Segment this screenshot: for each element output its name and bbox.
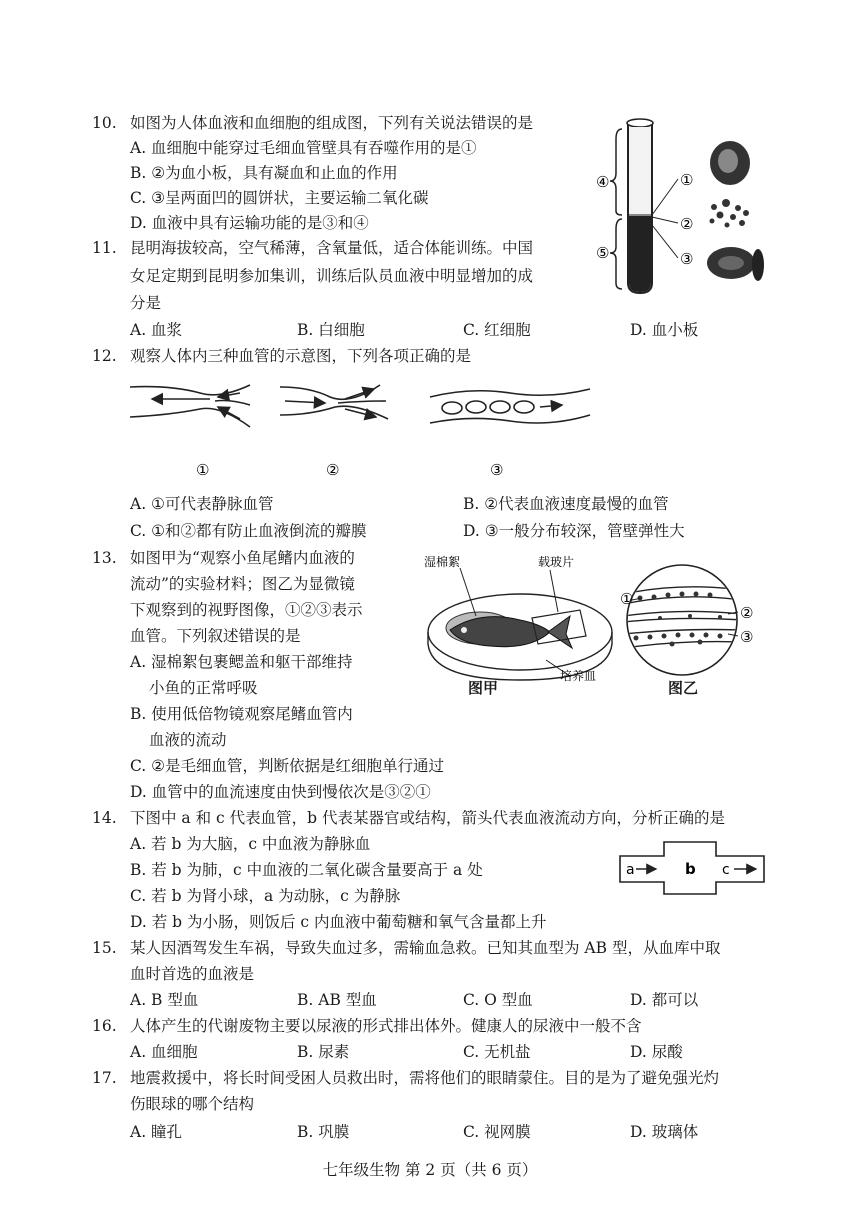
- diagram-label-b: b: [685, 860, 696, 878]
- q14-option-c: C. 若 b 为肾小球，a 为动脉，c 为静脉: [130, 887, 401, 905]
- q16-number: 16.: [92, 1017, 117, 1035]
- q10-option-d: D. 血液中具有运输功能的是③和④: [130, 214, 369, 232]
- diagram-label-a: a: [626, 862, 635, 878]
- q13-option-a-line-2: 小鱼的正常呼吸: [149, 679, 258, 697]
- q17-number: 17.: [92, 1069, 117, 1087]
- diagram-label-c: c: [722, 862, 730, 878]
- q11-stem-line-2: 女足定期到昆明参加集训，训练后队员血液中明显增加的成: [130, 267, 534, 285]
- q16-stem-text: 人体产生的代谢废物主要以尿液的形式排出体外。健康人的尿液中一般不含: [130, 1017, 642, 1035]
- q10-number: 10.: [92, 114, 117, 132]
- fig-b-caption: 图乙: [668, 679, 699, 697]
- q10-option-b: B. ②为血小板，具有凝血和止血的作用: [130, 164, 398, 182]
- q16-stem: [92, 1016, 642, 1036]
- q13-stem-line-3: 下观察到的视野图像，①②③表示: [130, 601, 363, 619]
- vessel-3-label: ③: [490, 461, 504, 479]
- q15-option-c: C. O 型血: [463, 991, 533, 1009]
- label-3: ③: [680, 250, 694, 268]
- q12-option-a: A. ①可代表静脉血管: [130, 495, 274, 513]
- vessel-2: [280, 385, 388, 419]
- q11-stem-line-3: 分是: [130, 294, 162, 312]
- blood-vessels-figure: [130, 375, 600, 485]
- q13-option-d: D. 血管中的血流速度由快到慢依次是③②①: [130, 783, 431, 801]
- q13-option-b-line-1: B. 使用低倍物镜观察尾鳍血管内: [130, 705, 353, 723]
- q10-stem-text: 如图为人体血液和血细胞的组成图，下列有关说法错误的是: [130, 114, 534, 132]
- vessel-2-label: ②: [326, 461, 340, 479]
- q17-option-a: A. 瞳孔: [130, 1123, 183, 1141]
- q15-option-d: D. 都可以: [630, 991, 699, 1009]
- q12-stem-text: 观察人体内三种血管的示意图，下列各项正确的是: [130, 347, 472, 365]
- q15-option-b: B. AB 型血: [297, 991, 377, 1009]
- view-label-1: ①: [620, 590, 634, 608]
- q12-option-c: C. ①和②都有防止血液倒流的瓣膜: [130, 522, 367, 540]
- label-cotton: 湿棉絮: [424, 555, 461, 569]
- q11-stem-line-1: [92, 238, 533, 258]
- q12-option-b: B. ②代表血液速度最慢的血管: [463, 495, 669, 513]
- vessel-1-label: ①: [196, 461, 210, 479]
- q16-option-a: A. 血细胞: [130, 1043, 198, 1061]
- q16-option-c: C. 无机盐: [463, 1043, 531, 1061]
- vessel-3: [430, 389, 590, 423]
- q10-option-a: A. 血细胞中能穿过毛细血管壁具有吞噬作用的是①: [130, 139, 477, 157]
- q11-option-c: C. 红细胞: [463, 321, 531, 339]
- q13-stem-text-1: 如图甲为“观察小鱼尾鳍内血液的: [130, 549, 355, 567]
- q11-option-d: D. 血小板: [630, 321, 699, 339]
- q12-stem: [92, 346, 471, 366]
- q17-option-b: B. 巩膜: [297, 1123, 350, 1141]
- label-4: ④: [596, 173, 610, 191]
- q17-option-c: C. 视网膜: [463, 1123, 531, 1141]
- q11-option-b: B. 白细胞: [297, 321, 365, 339]
- q17-stem-text-1: 地震救援中，将长时间受困人员救出时，需将他们的眼睛蒙住。目的是为了避免强光灼: [130, 1069, 720, 1087]
- platelets: [710, 199, 750, 228]
- q15-number: 15.: [92, 939, 117, 957]
- q14-option-a: A. 若 b 为大脑，c 中血液为静脉血: [130, 835, 371, 853]
- q11-stem-text-1: 昆明海拔较高，空气稀薄，含氧量低，适合体能训练。中国: [130, 239, 534, 257]
- blood-composition-figure: [588, 115, 768, 305]
- vessel-1: [130, 385, 250, 427]
- microscope-view-figure: [620, 560, 780, 680]
- label-2: ②: [680, 215, 694, 233]
- q14-option-d: D. 若 b 为小肠，则饭后 c 内血液中葡萄糖和氧气含量都上升: [130, 913, 547, 931]
- q10-stem: [92, 113, 533, 133]
- label-5: ⑤: [596, 244, 610, 262]
- q14-option-b: B. 若 b 为肺，c 中血液的二氧化碳含量要高于 a 处: [130, 861, 483, 879]
- q17-stem-line-1: [92, 1068, 719, 1088]
- q13-number: 13.: [92, 549, 117, 567]
- q11-option-a: A. 血浆: [130, 321, 183, 339]
- label-1: ①: [680, 171, 694, 189]
- q13-stem-line-1: [92, 548, 355, 568]
- q15-option-a: A. B 型血: [130, 991, 199, 1009]
- label-slide: 载玻片: [538, 555, 575, 569]
- q14-number: 14.: [92, 809, 117, 827]
- q12-option-d: D. ③一般分布较深，管壁弹性大: [463, 522, 685, 540]
- q16-option-d: D. 尿酸: [630, 1043, 683, 1061]
- q15-stem-text-1: 某人因酒驾发生车祸，导致失血过多，需输血急救。已知其血型为 AB 型，从血库中取: [130, 939, 721, 957]
- view-label-2: ②: [740, 604, 754, 622]
- page-footer: 七年级生物 第 2 页（共 6 页）: [322, 1161, 538, 1179]
- q13-option-c: C. ②是毛细血管，判断依据是红细胞单行通过: [130, 757, 445, 775]
- q15-stem-line-2: 血时首选的血液是: [130, 965, 255, 983]
- q13-stem-line-4: 血管。下列叙述错误的是: [130, 627, 301, 645]
- q15-stem-line-1: [92, 938, 720, 958]
- q13-option-a-line-1: A. 湿棉絮包裹鳃盖和躯干部维持: [130, 653, 353, 671]
- q12-number: 12.: [92, 347, 117, 365]
- q14-stem-text: 下图中 a 和 c 代表血管，b 代表某器官或结构，箭头代表血液流动方向，分析正确的是: [130, 809, 725, 827]
- q16-option-b: B. 尿素: [297, 1043, 350, 1061]
- fig-a-caption: 图甲: [468, 679, 499, 697]
- label-dish: 培养皿: [560, 669, 597, 683]
- q13-stem-line-2: 流动”的实验材料；图乙为显微镜: [130, 575, 355, 593]
- organ-flow-diagram: [618, 838, 766, 898]
- q11-number: 11.: [92, 239, 117, 257]
- q17-stem-line-2: 伤眼球的哪个结构: [130, 1095, 255, 1113]
- q13-option-b-line-2: 血液的流动: [149, 731, 227, 749]
- view-label-3: ③: [740, 628, 754, 646]
- q14-stem: [92, 808, 725, 828]
- q17-option-d: D. 玻璃体: [630, 1123, 699, 1141]
- fish-dish-figure: [420, 550, 620, 700]
- q10-option-c: C. ③呈两面凹的圆饼状，主要运输二氧化碳: [130, 189, 429, 207]
